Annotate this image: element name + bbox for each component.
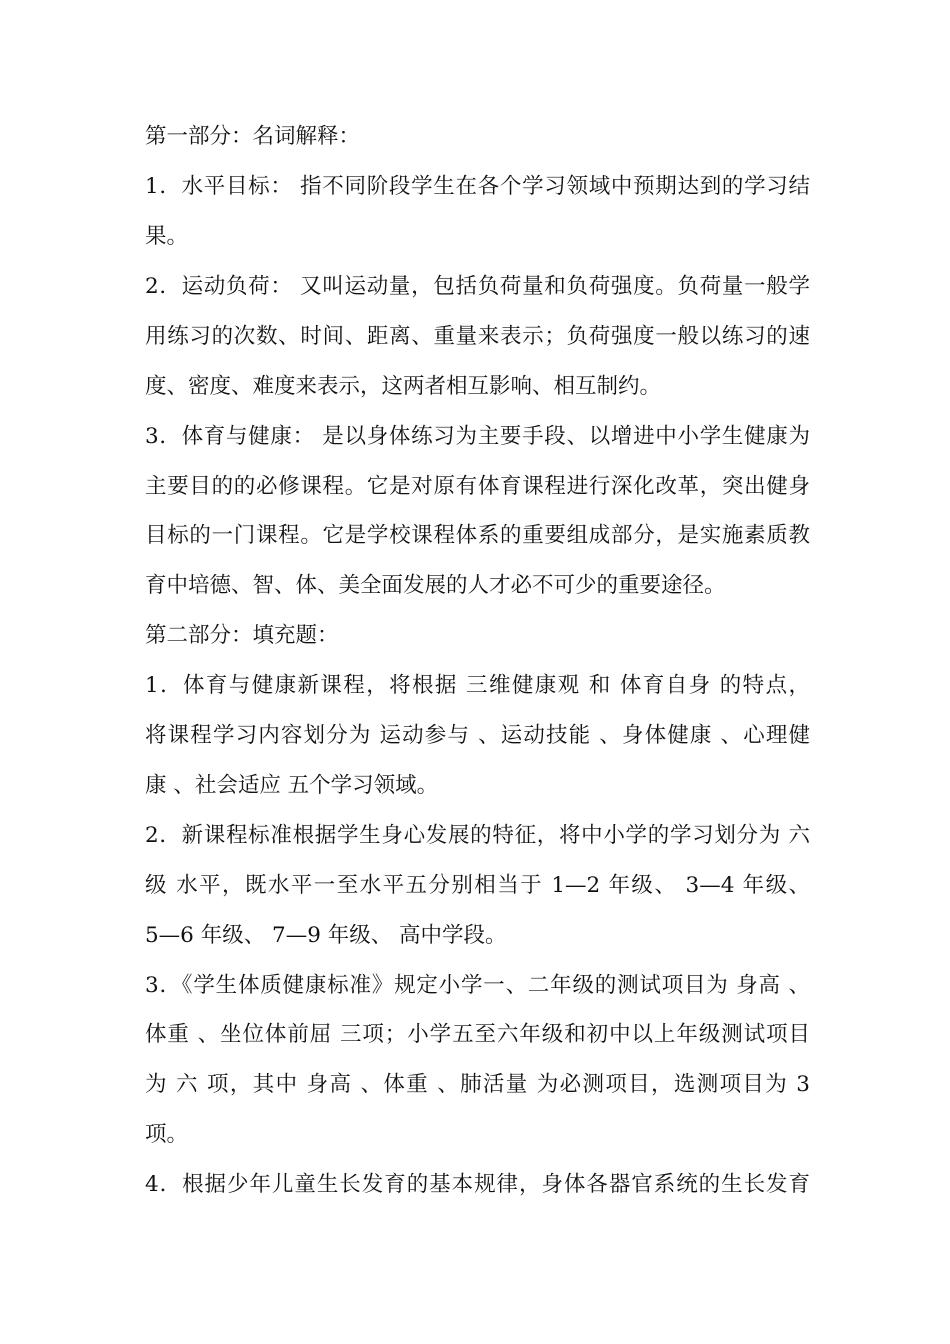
definition-1-line-1: 1．水平目标： 指不同阶段学生在各个学习领域中预期达到的学习结 xyxy=(145,174,810,199)
fill-in-2-line-3: 5—6 年级、 7—9 年级、 高中学段。 xyxy=(145,923,507,948)
definition-3-line-4: 育中培德、智、体、美全面发展的人才必不可少的重要途径。 xyxy=(145,573,726,598)
definition-3-line-1: 3．体育与健康： 是以身体练习为主要手段、以增进中小学生健康为 xyxy=(145,424,810,449)
fill-in-2-line-1: 2．新课程标准根据学生身心发展的特征，将中小学的学习划分为 六 xyxy=(145,823,810,848)
section-heading-definitions: 第一部分：名词解释： xyxy=(145,124,361,149)
definition-2-line-2: 用练习的次数、时间、距离、重量来表示；负荷强度一般以练习的速 xyxy=(145,324,810,349)
definition-3-line-3: 目标的一门课程。它是学校课程体系的重要组成部分，是实施素质教 xyxy=(145,523,810,548)
fill-in-3-line-4: 项。 xyxy=(145,1122,189,1147)
definition-3-line-2: 主要目的的必修课程。它是对原有体育课程进行深化改革，突出健身 xyxy=(145,474,810,499)
definition-2-line-3: 度、密度、难度来表示，这两者相互影响、相互制约。 xyxy=(145,374,662,399)
definition-1-line-2: 果。 xyxy=(145,224,189,249)
fill-in-1-line-2: 将课程学习内容划分为 运动参与 、运动技能 、身体健康 、心理健 xyxy=(145,723,810,748)
fill-in-3-line-3: 为 六 项，其中 身高 、体重 、肺活量 为必测项目，选测项目为 3 xyxy=(145,1072,810,1097)
fill-in-1-line-3: 康 、社会适应 五个学习领域。 xyxy=(145,773,439,798)
fill-in-2-line-2: 级 水平，既水平一至水平五分别相当于 1—2 年级、 3—4 年级、 xyxy=(145,873,810,898)
fill-in-1-line-1: 1．体育与健康新课程，将根据 三维健康观 和 体育自身 的特点， xyxy=(145,673,810,698)
fill-in-4-line-1: 4．根据少年儿童生长发育的基本规律，身体各器官系统的生长发育 xyxy=(145,1172,810,1197)
fill-in-3-line-2: 体重 、坐位体前屈 三项；小学五至六年级和初中以上年级测试项目 xyxy=(145,1022,810,1047)
section-heading-fill-in: 第二部分：填充题： xyxy=(145,623,339,648)
fill-in-3-line-1: 3．《学生体质健康标准》规定小学一、二年级的测试项目为 身高 、 xyxy=(145,973,810,998)
definition-2-line-1: 2．运动负荷： 又叫运动量，包括负荷量和负荷强度。负荷量一般学 xyxy=(145,274,810,299)
